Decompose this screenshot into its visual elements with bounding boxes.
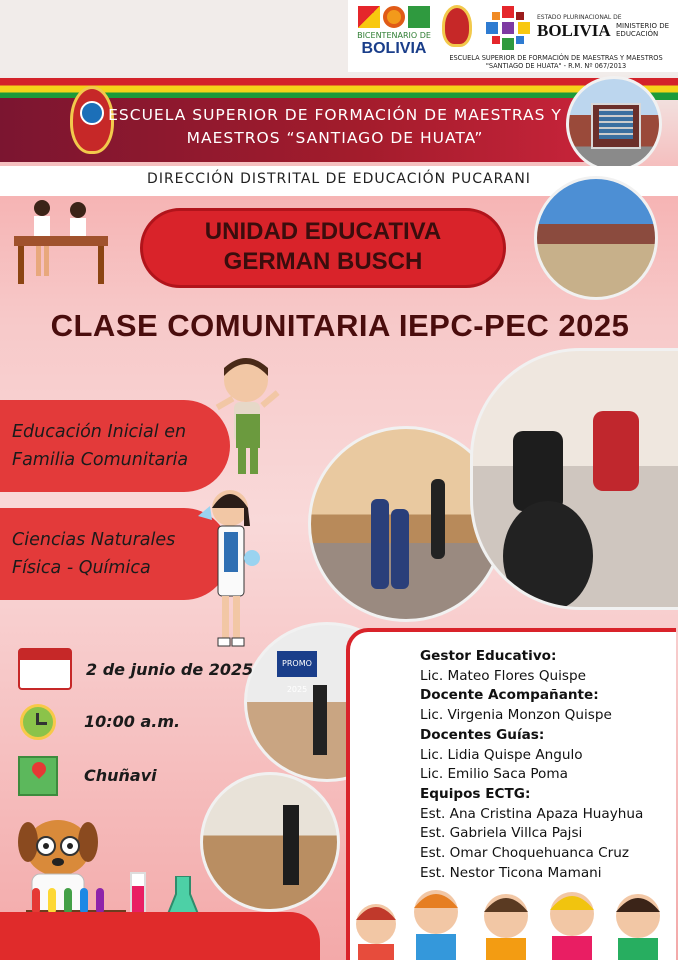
classroom-sign: PROMO 2025 [277, 651, 317, 677]
teachers-illustration [14, 198, 108, 284]
bicentenario-logo [358, 6, 430, 28]
ministerio-label: MINISTERIO DE EDUCACIÓN [616, 22, 670, 38]
classroom-photo-4 [200, 772, 340, 912]
calendar-icon [18, 648, 72, 690]
bicentenario-bolivia: BOLIVIA [361, 40, 427, 57]
school-name-line2: MAESTROS “SANTIAGO DE HUATA” [186, 129, 484, 147]
staff-member: Est. Ana Cristina Apaza Huayhua [420, 805, 644, 822]
area-2-line2: Física - Química [12, 558, 151, 578]
bolivia-emblem-icon [486, 6, 530, 50]
escuela-small-label-2: "SANTIAGO DE HUATA" - R.M. Nº 067/2013 [485, 62, 627, 70]
staff-member: Lic. Emilio Saca Poma [420, 766, 568, 783]
direccion-text: DIRECCIÓN DISTRITAL DE EDUCACIÓN PUCARANI [147, 171, 531, 187]
bottom-bar [0, 912, 320, 960]
staff-member: Lic. Virgenia Monzon Quispe [420, 707, 612, 724]
staff-role-heading: Docentes Guías: [420, 726, 545, 743]
event-title: CLASE COMUNITARIA IEPC-PEC 2025 [50, 308, 630, 343]
staff-member: Est. Gabriela Villca Pajsi [420, 825, 583, 842]
school-yard-photo [534, 176, 658, 300]
bolivia-label: BOLIVIA [537, 21, 611, 40]
area-2-line1: Ciencias Naturales [12, 530, 176, 550]
scientist-illustration [188, 486, 266, 654]
unidad-line1: UNIDAD EDUCATIVA [204, 218, 442, 245]
staff-member: Est. Omar Choquehuanca Cruz [420, 845, 629, 861]
building-photo [566, 76, 662, 172]
area-1-line2: Familia Comunitaria [12, 450, 189, 470]
event-date: 2 de junio de 2025 [86, 660, 254, 679]
staff-role-heading: Docente Acompañante: [420, 687, 599, 704]
bicentenario-label: BICENTENARIO DE [357, 31, 431, 40]
event-time: 10:00 a.m. [84, 712, 181, 731]
estado-label: ESTADO PLURINACIONAL DE [537, 14, 622, 21]
child-illustration [210, 356, 290, 486]
unidad-line2: GERMAN BUSCH [223, 248, 423, 275]
school-crest-icon [442, 5, 472, 47]
staff-member: Est. Nestor Ticona Mamani [420, 864, 602, 881]
unidad-educativa-label [140, 217, 506, 277]
area-1-line1: Educación Inicial en [12, 422, 187, 442]
classroom-photo-2 [470, 348, 678, 610]
school-name-line1: ESCUELA SUPERIOR DE FORMACIÓN DE MAESTRAS Y [108, 106, 562, 124]
clock-icon [20, 704, 56, 740]
school-name [105, 104, 565, 150]
event-place: Chuñavi [84, 766, 157, 785]
staff-member: Lic. Mateo Flores Quispe [420, 667, 586, 684]
children-illustration [346, 872, 678, 960]
staff-role-heading: Equipos ECTG: [420, 785, 531, 802]
staff-role-heading: Gestor Educativo: [420, 648, 557, 664]
escuela-small-label: ESCUELA SUPERIOR DE FORMACIÓN DE MAESTRAS Y MAESTROS [449, 54, 663, 62]
map-location-icon [18, 756, 58, 796]
staff-member: Lic. Lidia Quispe Angulo [420, 746, 583, 763]
area-label-1 [12, 418, 222, 474]
